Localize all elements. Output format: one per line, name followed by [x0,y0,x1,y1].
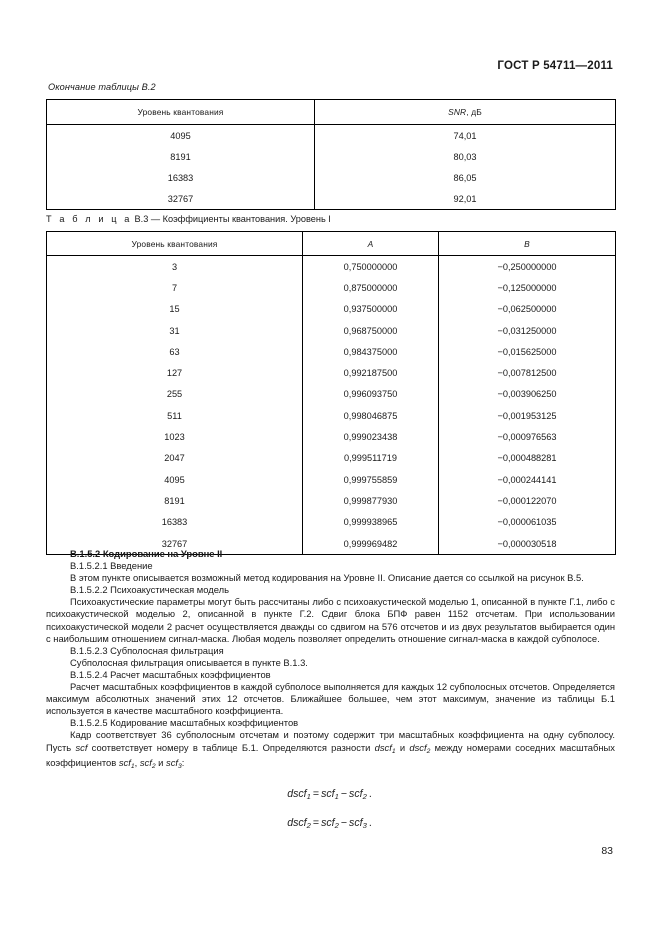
cell-snr: 80,03 [315,146,616,167]
table-row [47,490,616,511]
cell-level: 7 [47,277,303,298]
table-b3-col-header-b: B [439,232,616,256]
paragraph-intro: В этом пункте описывается возможный метод кодирования на Уровне II. Описание дается со ссылкой на рисунок В.5. [70,572,584,584]
var-dscf2: dscf [409,741,427,753]
cell-b: −0,031250000 [439,320,616,341]
heading-b1-5-2: В.1.5.2 Кодирование на Уровне II [70,548,223,559]
cell-b: −0,000122070 [439,490,616,511]
cell-a: 0,875000000 [303,277,439,298]
heading-b1-5-2-5: В.1.5.2.5 Кодирование масштабных коэффициентов [70,717,299,729]
cell-a: 0,998046875 [303,405,439,426]
cell-level: 2047 [47,448,303,469]
heading-b1-5-2-3: В.1.5.2.3 Субполосная фильтрация [70,644,224,656]
table-b2 [46,99,616,210]
cell-level: 16383 [47,167,315,188]
formula-dscf2 [0,817,661,830]
text-run: Кадр соответствует 36 субполосным отсчетам и поэтому содержит три масштабных коэффициента на одну субполосу. Пусть [46,729,615,753]
cell-a: 0,999938965 [303,512,439,533]
cell-level: 1023 [47,426,303,447]
table-b3 [46,231,616,555]
table-row [47,320,616,341]
table-row [47,512,616,533]
formula-lhs-subscript: 1 [306,792,311,802]
var-scf3-subscript: 3 [178,763,182,771]
cell-a: 0,968750000 [303,320,439,341]
formula-term-1: scf [321,788,335,800]
table-b3-caption [46,214,331,224]
paragraph-psychoacoustic: Психоакустические параметры могут быть рассчитаны либо с психоакустической моделью 1, описанной в пункте Г.1, либо с психоакустической моделью 2, описанной в пункте Г.2. Сдвиг блока БПФ равен 1152 отсчетам. При использовании психоакустической модели 2 расчет осуществляется дважды со сдвигом на 576 отсчетов и из двух результатов выбирается один с наибольшим отношением сигнал-маска. Любая модель позволяет определить отношение сигнал-маска в каждой субполосе. [46,596,615,644]
cell-b: −0,000488281 [439,448,616,469]
table-row [47,125,616,147]
formula-term-2: scf [349,817,363,829]
cell-b: −0,007812500 [439,362,616,383]
cell-snr: 86,05 [315,167,616,188]
formula-punctuation: . [368,788,372,800]
var-scf2-subscript: 2 [151,763,156,771]
cell-b: −0,001953125 [439,405,616,426]
cell-a: 0,999969482 [303,533,439,555]
snr-unit: , дБ [466,107,482,117]
text-run: и [155,757,167,769]
table-row [47,384,616,405]
heading-b1-5-2-4: В.1.5.2.4 Расчет масштабных коэффициентов [70,668,271,680]
cell-snr: 92,01 [315,188,616,210]
cell-level: 511 [47,405,303,426]
table-row [47,167,616,188]
table-row [47,362,616,383]
cell-b: −0,000030518 [439,533,616,555]
paragraph-scalefactor: Расчет масштабных коэффициентов в каждой субполосе выполняется для каждых 12 субполосных отсчетов. Определяется максимум абсолютных значений этих 12 отсчетов. Ближайшее большее, чем этот максимум, значение из таблицы Б.1 используется в качестве масштабного коэффициента. [46,681,615,717]
formula-term-1-subscript: 1 [334,792,339,802]
table-b3-col-header-a: A [303,232,439,256]
cell-level: 4095 [47,469,303,490]
cell-a: 0,996093750 [303,384,439,405]
equals-sign: = [312,817,320,829]
text-run: соответствует номеру в таблице Б.1. Определяются разности [87,741,375,753]
table-b3-col-header-level: Уровень квантования [47,232,303,256]
cell-level: 3 [47,256,303,278]
document-header: ГОСТ Р 54711—2011 [497,60,613,72]
cell-b: −0,000976563 [439,426,616,447]
cell-a: 0,984375000 [303,341,439,362]
var-dscf1: dscf [374,741,392,753]
page-number: 83 [601,845,613,857]
paragraph-subband: Субполосная фильтрация описывается в пункте В.1.3. [70,656,308,668]
text-run: , [134,757,140,769]
paragraph-coding [46,729,615,773]
cell-a: 0,999511719 [303,448,439,469]
cell-level: 16383 [47,512,303,533]
cell-b: −0,250000000 [439,256,616,278]
table-b2-col-header-level: Уровень квантования [47,100,315,125]
table-row [47,299,616,320]
table-row [47,256,616,278]
table-title: — Коэффициенты квантования. Уровень I [150,214,331,224]
snr-symbol: SNR [448,107,467,117]
cell-b: −0,015625000 [439,341,616,362]
var-dscf2-subscript: 2 [426,747,431,755]
text-run: между номерами соседних масштабных коэффициентов [46,741,615,769]
table-row [47,469,616,490]
formula-term-1: scf [321,817,335,829]
formula-term-2-subscript: 2 [362,792,367,802]
cell-level: 32767 [47,533,303,555]
cell-level: 8191 [47,146,315,167]
table-label: Т а б л и ц а [46,214,132,224]
heading-b1-5-2-2: В.1.5.2.2 Психоакустическая модель [70,584,229,596]
cell-a: 0,750000000 [303,256,439,278]
cell-b: −0,062500000 [439,299,616,320]
heading-b1-5-2-1: В.1.5.2.1 Введение [70,560,153,572]
cell-a: 0,999023438 [303,426,439,447]
cell-snr: 74,01 [315,125,616,147]
cell-a: 0,999877930 [303,490,439,511]
text-run: и [395,741,410,753]
body-text [46,548,615,773]
cell-a: 0,992187500 [303,362,439,383]
cell-a: 0,937500000 [303,299,439,320]
cell-level: 15 [47,299,303,320]
table-row [47,426,616,447]
var-dscf1-subscript: 1 [391,747,396,755]
var-scf1-subscript: 1 [130,763,135,771]
cell-b: −0,003906250 [439,384,616,405]
var-scf3: scf [166,757,179,769]
cell-level: 8191 [47,490,303,511]
cell-level: 32767 [47,188,315,210]
table-b2-col-header-snr [315,100,616,125]
var-scf2: scf [139,757,152,769]
var-scf: scf [75,741,88,753]
table-row [47,277,616,298]
cell-level: 4095 [47,125,315,147]
table-b2-header-row [47,100,616,125]
cell-b: −0,000061035 [439,512,616,533]
cell-b: −0,125000000 [439,277,616,298]
cell-level: 63 [47,341,303,362]
formula-dscf1 [0,788,661,801]
formula-term-2-subscript: 3 [362,821,367,831]
table-row [47,405,616,426]
table-row [47,188,616,210]
formula-lhs: dscf [287,817,307,829]
formula-lhs: dscf [287,788,307,800]
cell-level: 127 [47,362,303,383]
table-number: В.3 [134,214,149,224]
table-row [47,448,616,469]
cell-b: −0,000244141 [439,469,616,490]
table-row [47,146,616,167]
table-row [47,341,616,362]
formula-punctuation: . [368,817,372,829]
var-scf1: scf [118,757,131,769]
table-b2-caption: Окончание таблицы В.2 [48,82,156,92]
equals-sign: = [312,788,320,800]
formula-term-2: scf [349,788,363,800]
minus-sign: − [340,788,348,800]
text-run: : [181,757,185,769]
formula-term-1-subscript: 2 [334,821,339,831]
table-b3-header-row [47,232,616,256]
cell-level: 255 [47,384,303,405]
formula-lhs-subscript: 2 [306,821,311,831]
cell-level: 31 [47,320,303,341]
minus-sign: − [340,817,348,829]
cell-a: 0,999755859 [303,469,439,490]
